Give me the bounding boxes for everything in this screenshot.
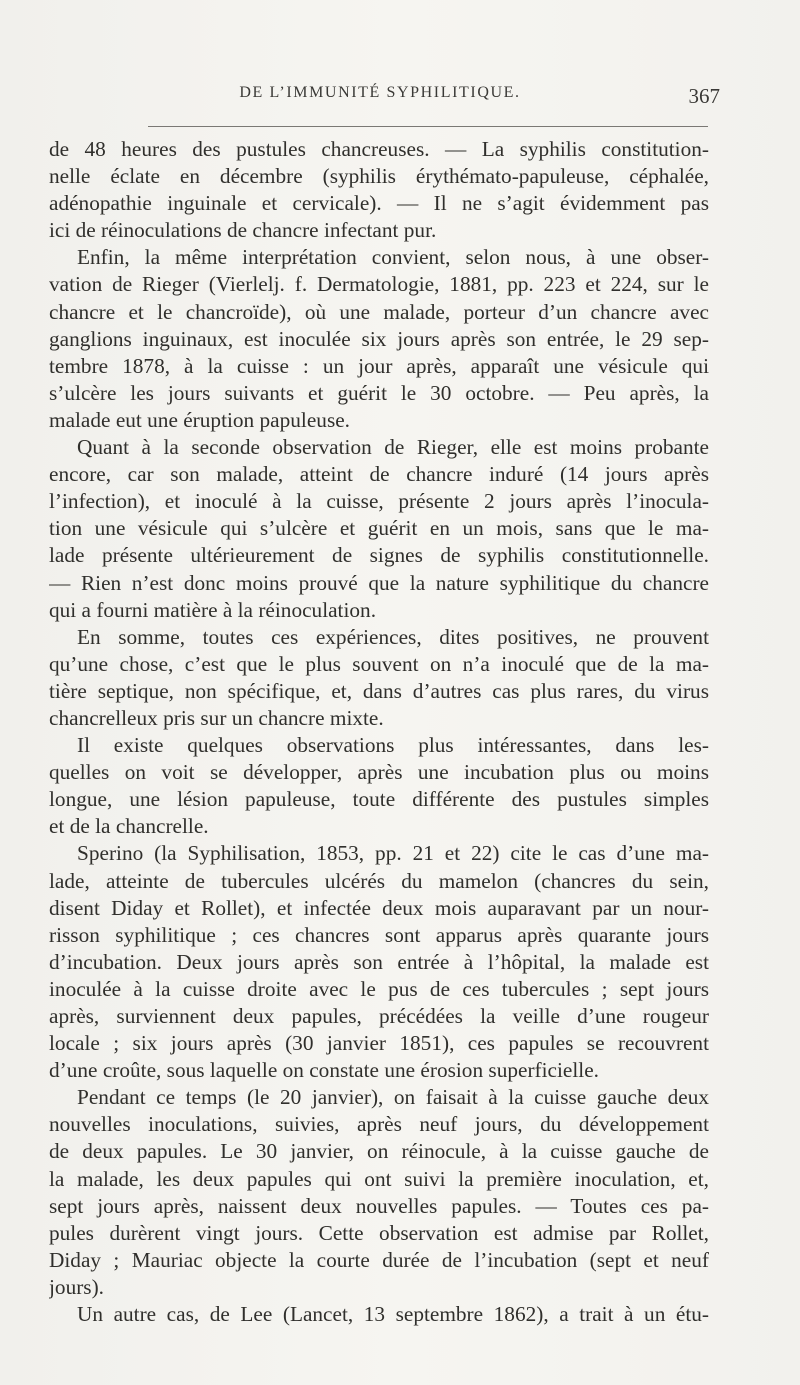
text-line: pules durèrent vingt jours. Cette observation est admise par Rollet, — [49, 1220, 709, 1245]
text-line: la malade, les deux papules qui ont suivi la première inoculation, et, — [49, 1166, 709, 1191]
header-rule — [148, 126, 708, 127]
text-line: adénopathie inguinale et cervicale). — Il ne s’agit évidemment pas — [49, 191, 709, 216]
page-number: 367 — [688, 84, 720, 108]
text-line: vation de Rieger (Vierlelj. f. Dermatologie, 1881, pp. 223 et 224, sur le — [49, 272, 709, 297]
text-line: malade eut une éruption papuleuse. — [49, 407, 351, 432]
running-head — [40, 84, 720, 108]
text-line: longue, une lésion papuleuse, toute différente des pustules simples — [49, 787, 709, 812]
text-line: ici de réinoculations de chancre infectant pur. — [49, 218, 437, 243]
text-line: d’une croûte, sous laquelle on constate une érosion superficielle. — [49, 1058, 599, 1083]
text-line: — Rien n’est donc moins prouvé que la nature syphilitique du chancre — [49, 570, 709, 595]
text-line: nouvelles inoculations, suivies, après neuf jours, du développement — [49, 1112, 709, 1137]
text-line: d’incubation. Deux jours après son entrée à l’hôpital, la malade est — [49, 949, 709, 974]
text-line: En somme, toutes ces expériences, dites positives, ne prouvent — [77, 624, 709, 649]
text-line: locale ; six jours après (30 janvier 1851), ces papules se recouvrent — [49, 1031, 709, 1056]
text-line: sept jours après, naissent deux nouvelles papules. — Toutes ces pa- — [49, 1193, 709, 1218]
text-line: inoculée à la cuisse droite avec le pus de ces tubercules ; sept jours — [49, 976, 709, 1001]
body-text — [49, 136, 709, 1328]
text-line: Enfin, la même interprétation convient, selon nous, à une obser- — [77, 245, 709, 270]
text-line: qui a fourni matière à la réinoculation. — [49, 597, 377, 622]
text-line: après, surviennent deux papules, précédées la veille d’une rougeur — [49, 1004, 709, 1028]
text-line: disent Diday et Rollet), et infectée deux mois auparavant par un nour- — [49, 895, 709, 920]
text-line: tembre 1878, à la cuisse : un jour après, apparaît une vésicule qui — [49, 353, 709, 378]
text-line: ganglions inguinaux, est inoculée six jours après son entrée, le 29 sep- — [49, 326, 709, 351]
text-line: quelles on voit se développer, après une incubation plus ou moins — [49, 760, 709, 785]
text-line: lade, atteinte de tubercules ulcérés du mamelon (chancres du sein, — [49, 868, 709, 893]
text-line: Sperino (la Syphilisation, 1853, pp. 21 et 22) cite le cas d’une ma- — [77, 841, 709, 866]
text-line: Quant à la seconde observation de Rieger, elle est moins probante — [77, 435, 709, 460]
text-line: risson syphilitique ; ces chancres sont apparus après quarante jours — [49, 922, 709, 947]
text-line: et de la chancrelle. — [49, 814, 209, 839]
text-line: chancre et le chancroïde), où une malade, porteur d’un chancre avec — [49, 299, 709, 324]
text-line: tion une vésicule qui s’ulcère et guérit en un mois, sans que le ma- — [49, 516, 709, 541]
text-line: chancrelleux pris sur un chancre mixte. — [49, 705, 384, 730]
running-title: DE L’IMMUNITÉ SYPHILITIQUE. — [239, 84, 521, 101]
text-line: s’ulcère les jours suivants et guérit le 30 octobre. — Peu après, la — [49, 380, 709, 405]
text-line: Pendant ce temps (le 20 janvier), on faisait à la cuisse gauche deux — [77, 1085, 709, 1110]
text-line: encore, car son malade, atteint de chancre induré (14 jours après — [49, 462, 709, 487]
text-line: jours). — [49, 1274, 105, 1299]
text-line: tière septique, non spécifique, et, dans d’autres cas plus rares, du virus — [49, 678, 709, 703]
text-line: de 48 heures des pustules chancreuses. — La syphilis constitution- — [49, 137, 709, 161]
text-line: lade présente ultérieurement de signes de syphilis constitutionnelle. — [49, 543, 709, 568]
text-line: nelle éclate en décembre (syphilis érythémato-papuleuse, céphalée, — [49, 164, 709, 189]
text-line: Il existe quelques observations plus intéressantes, dans les- — [77, 733, 709, 758]
text-line: Diday ; Mauriac objecte la courte durée de l’incubation (sept et neuf — [49, 1247, 709, 1272]
text-line: de deux papules. Le 30 janvier, on réinocule, à la cuisse gauche de — [49, 1139, 709, 1164]
text-line: l’infection), et inoculé à la cuisse, présente 2 jours après l’inocula- — [49, 489, 709, 514]
text-line: qu’une chose, c’est que le plus souvent on n’a inoculé que de la ma- — [49, 651, 709, 676]
text-line: Un autre cas, de Lee (Lancet, 13 septembre 1862), a trait à un étu- — [77, 1302, 709, 1327]
